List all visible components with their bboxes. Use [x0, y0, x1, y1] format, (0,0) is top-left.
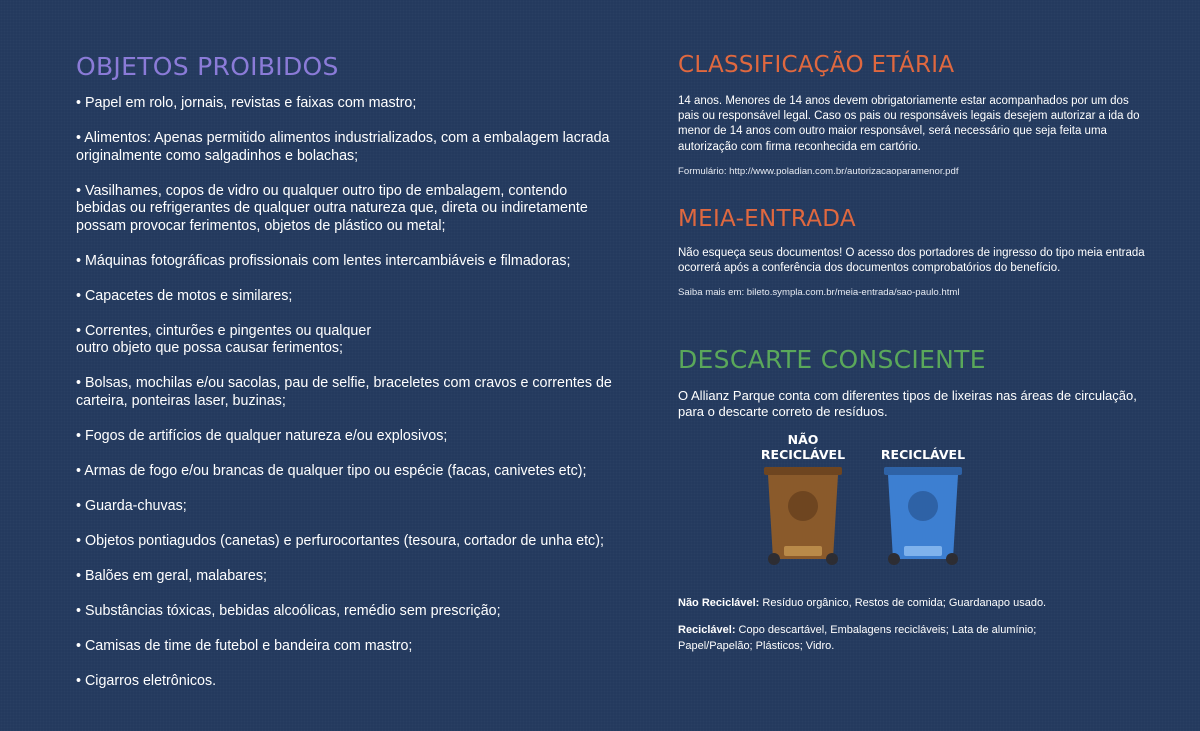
objetos-list [76, 95, 616, 690]
nao-reciclavel-bin-label: NÃO RECICLÁVEL [760, 432, 846, 463]
classificacao-title: CLASSIFICAÇÃO ETÁRIA [678, 52, 955, 78]
list-item: • Fogos de artifícios de qualquer natureza e/ou explosivos; [76, 427, 448, 444]
list-item: • Papel em rolo, jornais, revistas e faixas com mastro; [76, 95, 417, 111]
classificacao-link[interactable]: Formulário: http://www.poladian.com.br/autorizacaoparamenor.pdf [678, 165, 959, 177]
nao-reciclavel-legend: Não Reciclável: Resíduo orgânico, Restos de comida; Guardanapo usado. [678, 597, 1047, 610]
list-item: • Correntes, cinturões e pingentes ou qualquer outro objeto que possa causar ferimentos; [76, 322, 372, 356]
reciclavel-legend: Reciclável: Copo descartável, Embalagens recicláveis; Lata de alumínio; Papel/Papelão; Plásticos; Vidro. [678, 624, 1037, 652]
list-item: • Camisas de time de futebol e bandeira com mastro; [76, 637, 413, 654]
right-column [678, 52, 1148, 654]
nao-reciclavel-bin [758, 432, 848, 566]
classificacao-text: 14 anos. Menores de 14 anos devem obrigatoriamente estar acompanhados por um dos pais ou responsável legal. Caso os pais ou responsáveis legais desejem autorizar a ida do menor de 14 anos com outro maior responsável, será necessário que seja feita uma autorização com firma reconhecida em cartório. [678, 95, 1140, 153]
list-item: • Cigarros eletrônicos. [76, 672, 217, 689]
list-item: • Capacetes de motos e similares; [76, 287, 293, 304]
list-item: • Guarda-chuvas; [76, 497, 187, 514]
objetos-proibidos-title: OBJETOS PROIBIDOS [76, 52, 339, 81]
reciclavel-bin-label: RECICLÁVEL [880, 447, 966, 463]
objetos-proibidos-section [76, 52, 616, 708]
list-item: • Máquinas fotográficas profissionais com lentes intercambiáveis e filmadoras; [76, 252, 571, 269]
bins-illustration [678, 432, 1148, 582]
blue-bin-icon [878, 464, 968, 566]
bins-legend [678, 596, 1148, 654]
descarte-title: DESCARTE CONSCIENTE [678, 345, 986, 375]
list-item: • Alimentos: Apenas permitido alimentos industrializados, com a embalagem lacrada originalmente como salgadinhos e bolachas; [76, 130, 610, 164]
brown-bin-icon [758, 464, 848, 566]
meia-entrada-text: Não esqueça seus documentos! O acesso dos portadores de ingresso do tipo meia entrada ocorrerá após a conferência dos documentos comprobatórios do benefício. [678, 246, 1145, 275]
list-item: • Substâncias tóxicas, bebidas alcoólicas, remédio sem prescrição; [76, 602, 501, 619]
reciclavel-bin [878, 432, 968, 566]
list-item: • Vasilhames, copos de vidro ou qualquer outro tipo de embalagem, contendo bebidas ou refrigerantes de qualquer outra natureza que, direta ou indiretamente possam provocar ferimentos, objetos de plástico ou metal; [76, 182, 588, 234]
list-item: • Balões em geral, malabares; [76, 567, 267, 584]
descarte-text: O Allianz Parque conta com diferentes tipos de lixeiras nas áreas de circulação, para o descarte correto de resíduos. [678, 388, 1137, 420]
meia-entrada-link[interactable]: Saiba mais em: bileto.sympla.com.br/meia-entrada/sao-paulo.html [678, 287, 960, 299]
list-item: • Objetos pontiagudos (canetas) e perfurocortantes (tesoura, cortador de unha etc); [76, 532, 604, 549]
list-item: • Armas de fogo e/ou brancas de qualquer tipo ou espécie (facas, canivetes etc); [76, 462, 587, 479]
meia-entrada-title: MEIA-ENTRADA [678, 205, 856, 232]
list-item: • Bolsas, mochilas e/ou sacolas, pau de selfie, braceletes com cravos e correntes de carteira, ponteiras laser, buzinas; [76, 375, 612, 409]
